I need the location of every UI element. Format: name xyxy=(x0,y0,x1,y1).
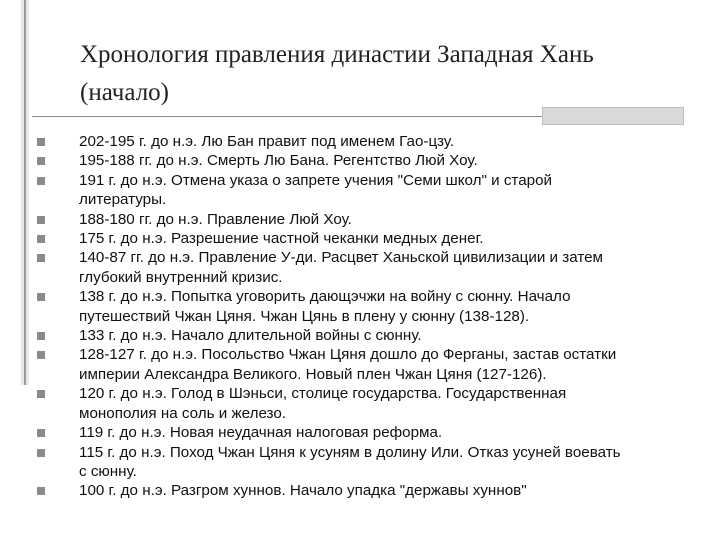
list-item-text: 100 г. до н.э. Разгром хуннов. Начало упадка "державы хуннов" xyxy=(79,482,527,500)
list-item-text: 188-180 гг. до н.э. Правление Люй Хоу. xyxy=(79,210,352,228)
square-bullet-icon xyxy=(37,157,45,165)
square-bullet-icon xyxy=(37,390,45,398)
list-item xyxy=(37,345,720,384)
list-item-text: 115 г. до н.э. Поход Чжан Цяня к усуням в долину Или. Отказ усуней воевать с сюнну. xyxy=(79,443,621,480)
title-divider xyxy=(32,116,542,117)
list-item-text: 202-195 г. до н.э. Лю Бан правит под именем Гао-цзу. xyxy=(79,133,455,150)
slide-title: Хронология правления династии Западная Хань (начало) xyxy=(80,41,594,106)
square-bullet-icon xyxy=(37,254,45,262)
square-bullet-icon xyxy=(37,449,45,457)
list-item xyxy=(37,248,720,287)
list-item xyxy=(37,210,720,229)
list-item xyxy=(37,151,720,170)
square-bullet-icon xyxy=(37,487,45,495)
chronology-list xyxy=(37,132,720,501)
list-item-text: 195-188 гг. до н.э. Смерть Лю Бана. Регентство Люй Хоу. xyxy=(79,152,478,170)
square-bullet-icon xyxy=(37,429,45,437)
list-item xyxy=(37,481,720,500)
square-bullet-icon xyxy=(37,177,45,185)
list-item-text: 120 г. до н.э. Голод в Шэньси, столице государства. Государственная монополия на соль и железо. xyxy=(79,385,567,422)
square-bullet-icon xyxy=(37,216,45,224)
square-bullet-icon xyxy=(37,138,45,146)
list-item xyxy=(37,132,720,151)
list-item-text: 133 г. до н.э. Начало длительной войны с сюнну. xyxy=(79,327,422,345)
list-item-text: 140-87 гг. до н.э. Правление У-ди. Расцвет Ханьской цивилизации и затем глубокий внутренний кризис. xyxy=(79,249,604,286)
square-bullet-icon xyxy=(37,235,45,243)
list-item-text: 119 г. до н.э. Новая неудачная налоговая реформа. xyxy=(79,424,443,442)
list-item xyxy=(37,326,720,345)
list-item xyxy=(37,384,720,423)
list-item-text: 128-127 г. до н.э. Посольство Чжан Цяня дошло до Ферганы, застав остатки империи Александра Великого. Новый плен Чжан Цяня (127-126). xyxy=(79,346,617,383)
list-item xyxy=(37,423,720,442)
decorative-left-line xyxy=(24,0,26,385)
list-item-text: 191 г. до н.э. Отмена указа о запрете учения "Семи школ" и старой литературы. xyxy=(79,171,553,209)
square-bullet-icon xyxy=(37,351,45,359)
title-divider-block xyxy=(542,107,684,125)
list-item xyxy=(37,171,720,210)
list-item-text: 138 г. до н.э. Попытка уговорить дающэчжи на войну с сюнну. Начало путешествий Чжан Цяня. Чжан Цянь в плену у сюнну (138-128). xyxy=(79,288,571,325)
list-item xyxy=(37,443,720,482)
square-bullet-icon xyxy=(37,293,45,301)
list-item xyxy=(37,229,720,248)
list-item xyxy=(37,287,720,326)
list-item-text: 175 г. до н.э. Разрешение частной чеканки медных денег. xyxy=(79,230,484,248)
square-bullet-icon xyxy=(37,332,45,340)
